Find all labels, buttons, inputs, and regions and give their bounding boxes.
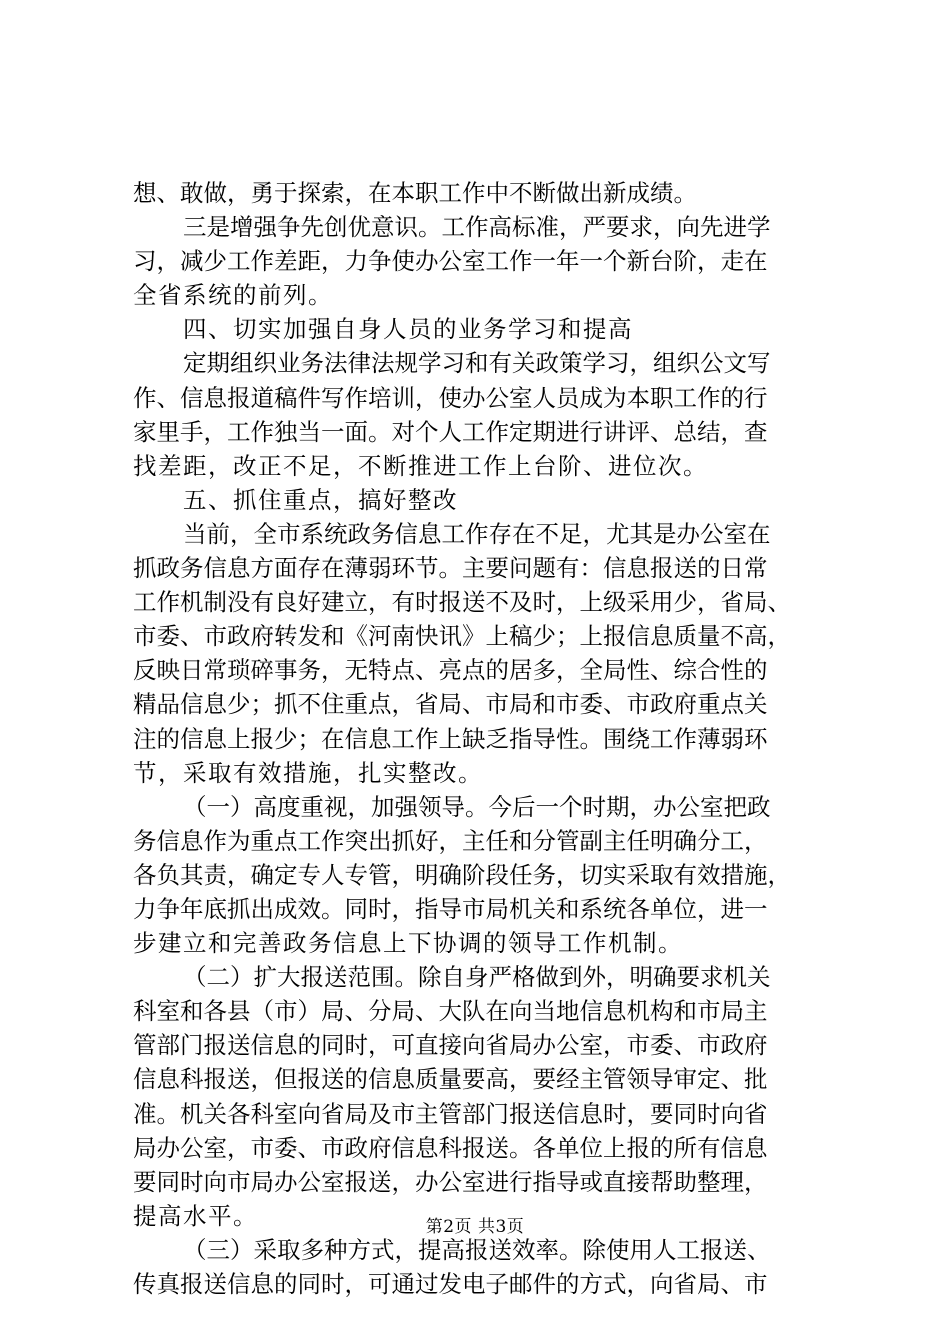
text-line: 定期组织业务法律法规学习和有关政策学习，组织公文写: [183, 349, 771, 378]
text-line: （三）采取多种方式，提高报送效率。除使用人工报送、: [183, 1235, 771, 1264]
text-line: 要同时向市局办公室报送，办公室进行指导或直接帮助整理，: [133, 1167, 768, 1196]
text-line: 反映日常琐碎事务，无特点、亮点的居多，全局性、综合性的: [133, 656, 768, 685]
text-line: 三是增强争先创优意识。工作高标准，严要求，向先进学: [183, 213, 771, 242]
text-line: 步建立和完善政务信息上下协调的领导工作机制。: [133, 929, 683, 958]
text-line: 习，减少工作差距，力争使办公室工作一年一个新台阶，走在: [133, 247, 768, 276]
text-line: （一）高度重视，加强领导。今后一个时期，办公室把政: [183, 792, 771, 821]
text-line: 管部门报送信息的同时，可直接向省局办公室，市委、市政府: [133, 1031, 768, 1060]
text-line: （二）扩大报送范围。除自身严格做到外，明确要求机关: [183, 963, 771, 992]
text-line: 精品信息少；抓不住重点，省局、市局和市委、市政府重点关: [133, 690, 768, 719]
text-line: 四、切实加强自身人员的业务学习和提高: [183, 315, 633, 344]
text-line: 作、信息报道稿件写作培训，使办公室人员成为本职工作的行: [133, 383, 768, 412]
text-line: 找差距，改正不足，不断推进工作上台阶、进位次。: [133, 451, 708, 480]
text-line: 市委、市政府转发和《河南快讯》上稿少；上报信息质量不高，: [133, 622, 791, 651]
text-line: 家里手，工作独当一面。对个人工作定期进行讲评、总结，查: [133, 417, 768, 446]
text-line: 抓政务信息方面存在薄弱环节。主要问题有：信息报送的日常: [133, 554, 768, 583]
text-line: 注的信息上报少；在信息工作上缺乏指导性。围绕工作薄弱环: [133, 724, 768, 753]
text-line: 准。机关各科室向省局及市主管部门报送信息时，要同时向省: [133, 1099, 768, 1128]
text-line: 节，采取有效措施，扎实整改。: [133, 758, 483, 787]
text-line: 信息科报送，但报送的信息质量要高，要经主管领导审定、批: [133, 1065, 768, 1094]
text-line: 五、抓住重点，搞好整改: [183, 485, 458, 514]
page-footer: 第2页 共3页: [425, 1217, 525, 1237]
text-line: 传真报送信息的同时，可通过发电子邮件的方式，向省局、市: [133, 1270, 768, 1298]
text-line: 各负其责，确定专人专管，明确阶段任务，切实采取有效措施，: [133, 860, 791, 889]
text-line: 工作机制没有良好建立，有时报送不及时，上级采用少，省局、: [133, 588, 791, 617]
text-line: 局办公室，市委、市政府信息科报送。各单位上报的所有信息: [133, 1133, 768, 1162]
document-body: [133, 176, 833, 1301]
text-line: 想、敢做，勇于探索，在本职工作中不断做出新成绩。: [133, 179, 697, 207]
text-line: 当前，全市系统政务信息工作存在不足，尤其是办公室在: [183, 519, 771, 548]
text-line: 科室和各县（市）局、分局、大队在向当地信息机构和市局主: [133, 997, 768, 1026]
text-line: 提高水平。: [133, 1201, 258, 1230]
text-line: 全省系统的前列。: [133, 281, 333, 310]
text-line: 力争年底抓出成效。同时，指导市局机关和系统各单位，进一: [133, 894, 768, 923]
text-line: 务信息作为重点工作突出抓好，主任和分管副主任明确分工，: [133, 826, 768, 855]
